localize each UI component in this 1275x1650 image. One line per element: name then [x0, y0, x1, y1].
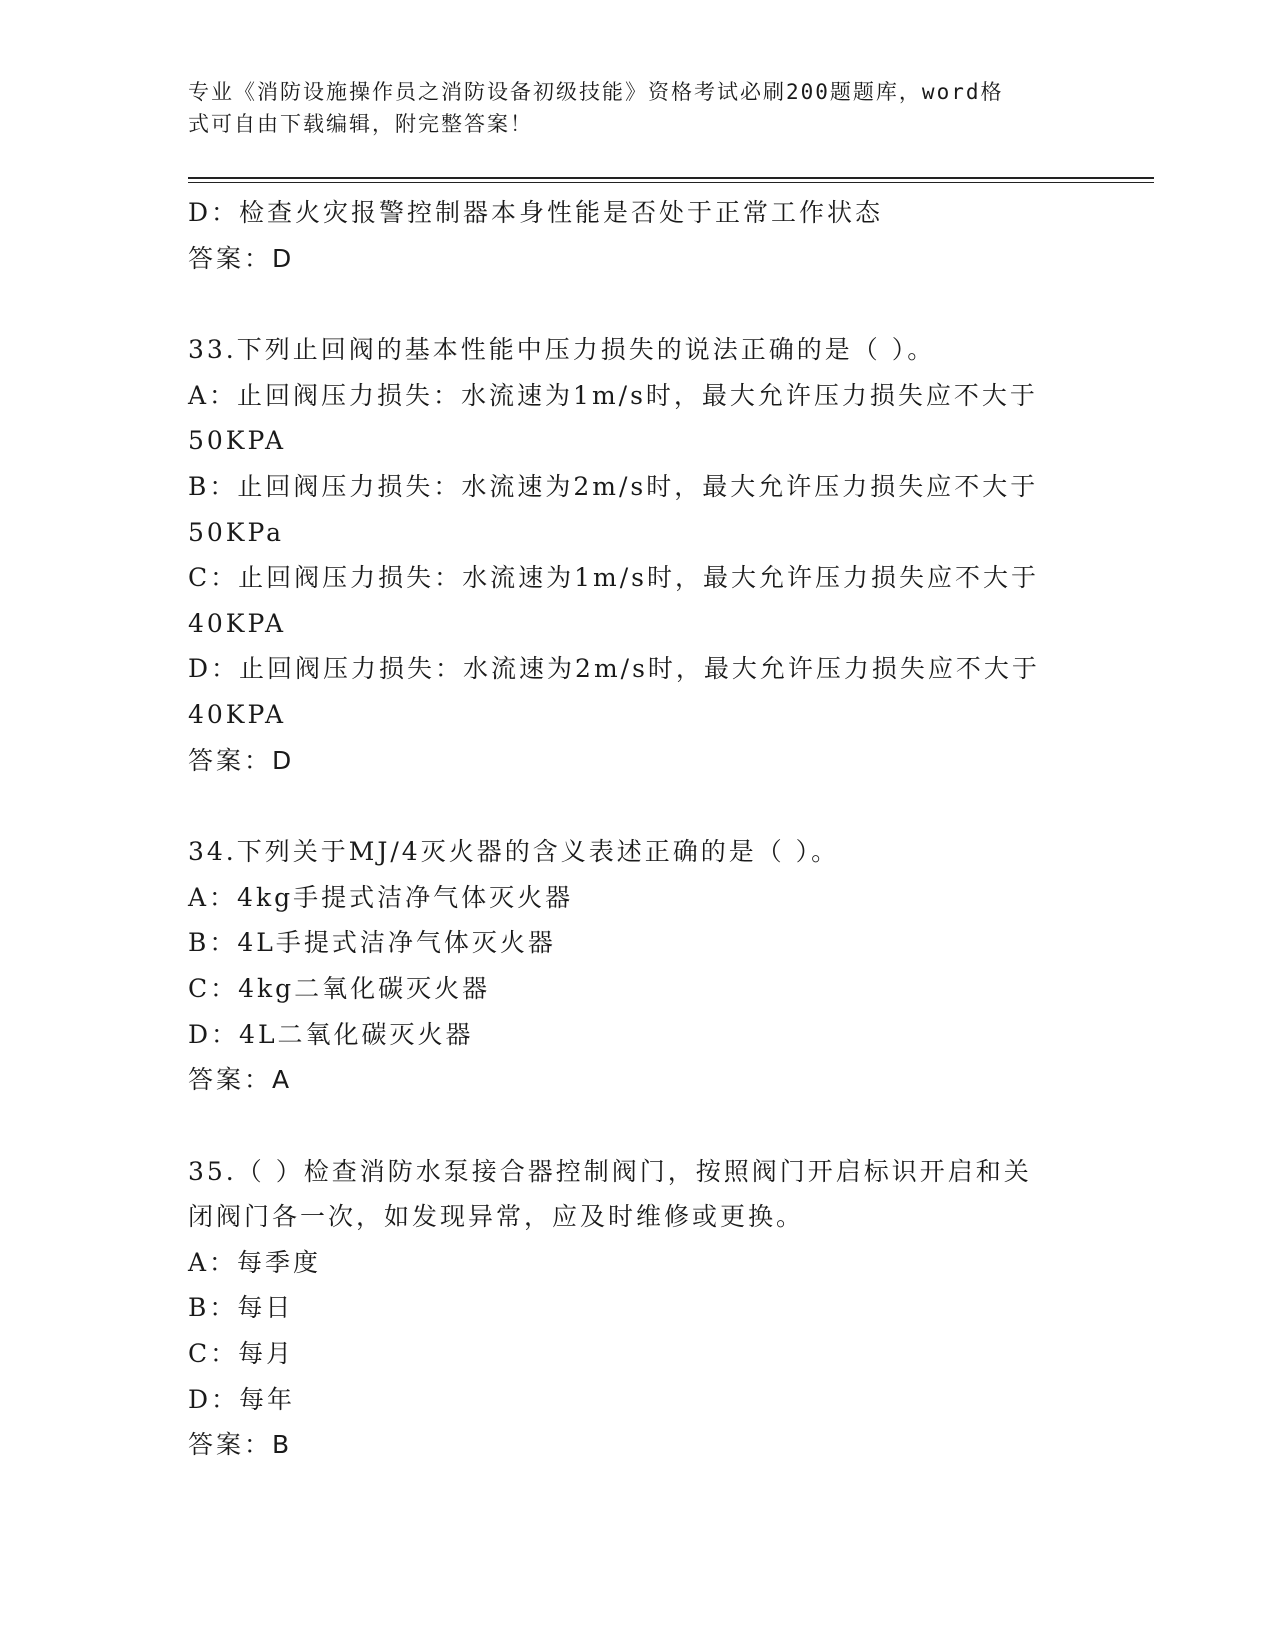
q34-option-a: A：4kg手提式洁净气体灭火器 [188, 882, 574, 912]
q33-option-d-cont: 40KPA [188, 699, 287, 729]
q34-stem: 34.下列关于MJ/4灭火器的含义表述正确的是（ ）。 [188, 837, 840, 867]
spacer [188, 281, 1088, 327]
header-line-1: 专业《消防设施操作员之消防设备初级技能》资格考试必刷200题题库，word格 [188, 80, 1004, 104]
header-line-2: 式可自由下载编辑，附完整答案！ [188, 112, 533, 136]
q35-option-a: A：每季度 [188, 1247, 322, 1277]
q33-option-c-cont: 40KPA [188, 608, 287, 638]
q33-option-a-cont: 50KPA [188, 426, 287, 456]
q35-option-d: D：每年 [188, 1384, 296, 1414]
document-header [188, 76, 1068, 140]
header-rule-thick [188, 177, 1154, 179]
q33-stem: 33.下列止回阀的基本性能中压力损失的说法正确的是（ ）。 [188, 335, 936, 365]
prev-option-d: D：检查火灾报警控制器本身性能是否处于正常工作状态 [188, 198, 884, 227]
q33-option-a: A：止回阀压力损失：水流速为1m/s时，最大允许压力损失应不大于 [188, 380, 1038, 410]
q33-option-c: C：止回阀压力损失：水流速为1m/s时，最大允许压力损失应不大于 [188, 563, 1039, 593]
q35-answer: 答案：B [188, 1430, 293, 1460]
q35-option-b: B：每日 [188, 1293, 294, 1323]
q34-option-d: D：4L二氧化碳灭火器 [188, 1019, 474, 1049]
q33-option-b: B：止回阀压力损失：水流速为2m/s时，最大允许压力损失应不大于 [188, 471, 1039, 501]
spacer [188, 1103, 1088, 1149]
header-rule-thin [188, 182, 1154, 183]
question-content [188, 190, 1088, 1468]
q33-answer: 答案：D [188, 745, 295, 775]
q35-stem: 35.（ ）检查消防水泵接合器控制阀门，按照阀门开启标识开启和关 [188, 1156, 1032, 1186]
spacer [188, 783, 1088, 829]
q34-option-c: C：4kg二氧化碳灭火器 [188, 973, 491, 1003]
q33-option-d: D：止回阀压力损失：水流速为2m/s时，最大允许压力损失应不大于 [188, 654, 1040, 684]
q34-option-b: B：4L手提式洁净气体灭火器 [188, 928, 556, 958]
q35-stem-cont: 闭阀门各一次，如发现异常，应及时维修或更换。 [188, 1202, 805, 1232]
q34-answer: 答案：A [188, 1065, 293, 1095]
q33-option-b-cont: 50KPa [188, 517, 285, 547]
q35-option-c: C：每月 [188, 1339, 295, 1369]
prev-answer: 答案：D [188, 243, 295, 273]
